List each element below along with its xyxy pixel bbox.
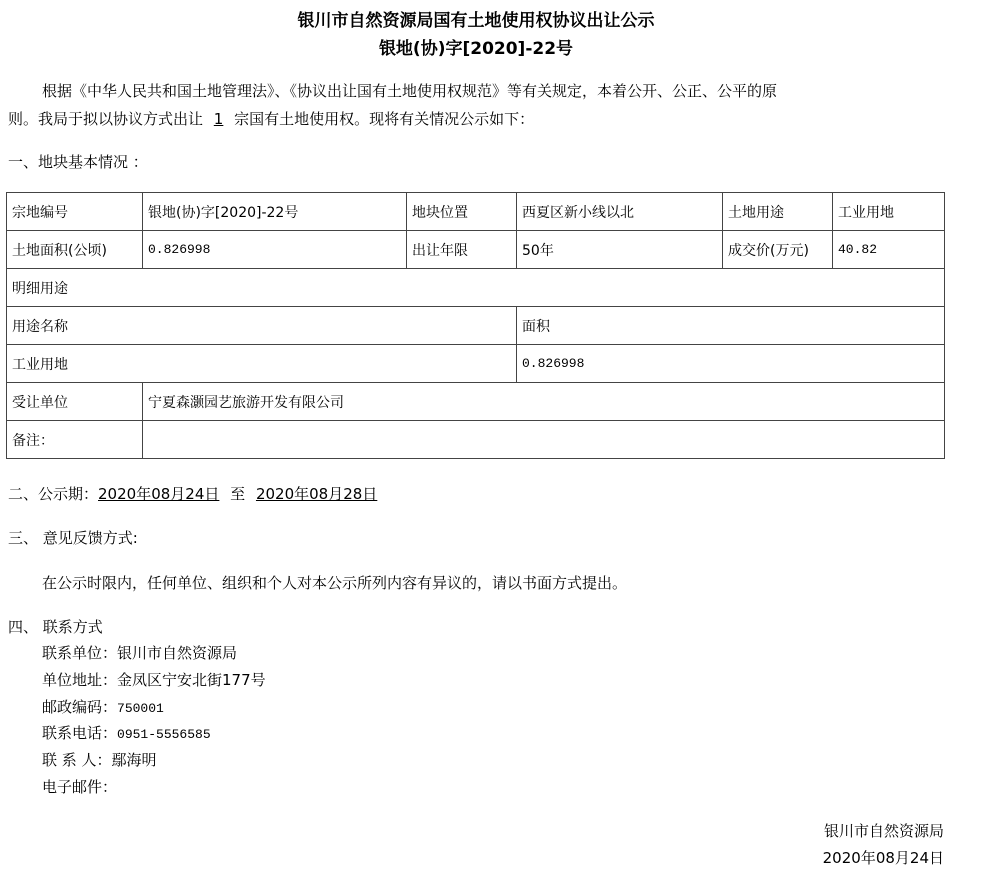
contact-address: 单位地址：金凤区宁安北街177号 (42, 671, 266, 689)
page-title: 银川市自然资源局国有土地使用权协议出让公示 (297, 11, 655, 31)
cell-label-remark: 备注： (7, 421, 143, 459)
cell-land-use: 工业用地 (833, 193, 945, 231)
signature-date: 2020年08月24日 (822, 849, 944, 867)
parcel-count: 1 (213, 110, 224, 128)
postcode-label: 邮政编码： (42, 698, 118, 716)
cell-parcel-id: 银地(协)字[2020]-22号 (143, 193, 407, 231)
cell-label-parcel-id: 宗地编号 (7, 193, 143, 231)
phone-label: 联系电话： (42, 724, 118, 742)
intro-line-2 (8, 108, 534, 129)
cell-location: 西夏区新小线以北 (517, 193, 723, 231)
postcode-value: 750001 (117, 701, 164, 716)
intro-line-2-suffix: 宗国有土地使用权。现将有关情况公示如下： (234, 110, 535, 128)
cell-assignee: 宁夏森灏园艺旅游开发有限公司 (143, 383, 945, 421)
cell-detail-name: 工业用地 (7, 345, 517, 383)
cell-label-price: 成交价(万元) (723, 231, 833, 269)
cell-label-assignee: 受让单位 (7, 383, 143, 421)
cell-label-area: 土地面积(公顷) (7, 231, 143, 269)
section-2-heading: 二、公示期： (8, 485, 99, 503)
cell-label-land-use: 土地用途 (723, 193, 833, 231)
doc-number: 银地(协)字[2020]-22号 (378, 39, 574, 59)
cell-area: 0.826998 (143, 231, 407, 269)
section-3-text: 在公示时限内，任何单位、组织和个人对本公示所列内容有异议的，请以书面方式提出。 (42, 574, 628, 592)
cell-detail-col-area: 面积 (517, 307, 945, 345)
cell-detail-header: 明细用途 (7, 269, 945, 307)
contact-postcode (42, 696, 164, 717)
notice-start-date: 2020年08月24日 (98, 485, 220, 503)
section-1-heading: 一、地块基本情况 ： (8, 153, 148, 171)
parcel-info-table (6, 192, 945, 459)
cell-detail-col-name: 用途名称 (7, 307, 517, 345)
cell-label-location: 地块位置 (407, 193, 517, 231)
table-row (7, 269, 945, 307)
cell-label-term: 出让年限 (407, 231, 517, 269)
contact-email: 电子邮件： (42, 778, 118, 796)
table-row (7, 383, 945, 421)
intro-line-2-prefix: 则。我局于拟以协议方式出让 (8, 110, 204, 128)
phone-value: 0951-5556585 (117, 727, 211, 742)
table-row (7, 345, 945, 383)
cell-price: 40.82 (833, 231, 945, 269)
table-row (7, 307, 945, 345)
section-2 (8, 483, 377, 504)
table-row (7, 193, 945, 231)
table-row (7, 421, 945, 459)
cell-detail-area: 0.826998 (517, 345, 945, 383)
cell-remark (143, 421, 945, 459)
cell-term: 50年 (517, 231, 723, 269)
contact-person: 联 系 人：鄢海明 (42, 751, 157, 769)
date-separator: 至 (230, 485, 246, 503)
contact-unit: 联系单位：银川市自然资源局 (42, 644, 238, 662)
notice-end-date: 2020年08月28日 (255, 485, 378, 503)
contact-phone (42, 722, 211, 743)
table-row (7, 231, 945, 269)
section-4-heading: 四、 联系方式 (8, 618, 103, 636)
intro-line-1: 根据《中华人民共和国土地管理法》、《协议出让国有土地使用权规范》等有关规定，本着公开、公正、公平的原 (42, 82, 778, 100)
signature-org: 银川市自然资源局 (823, 822, 944, 840)
section-3-heading: 三、 意见反馈方式: (8, 529, 138, 547)
